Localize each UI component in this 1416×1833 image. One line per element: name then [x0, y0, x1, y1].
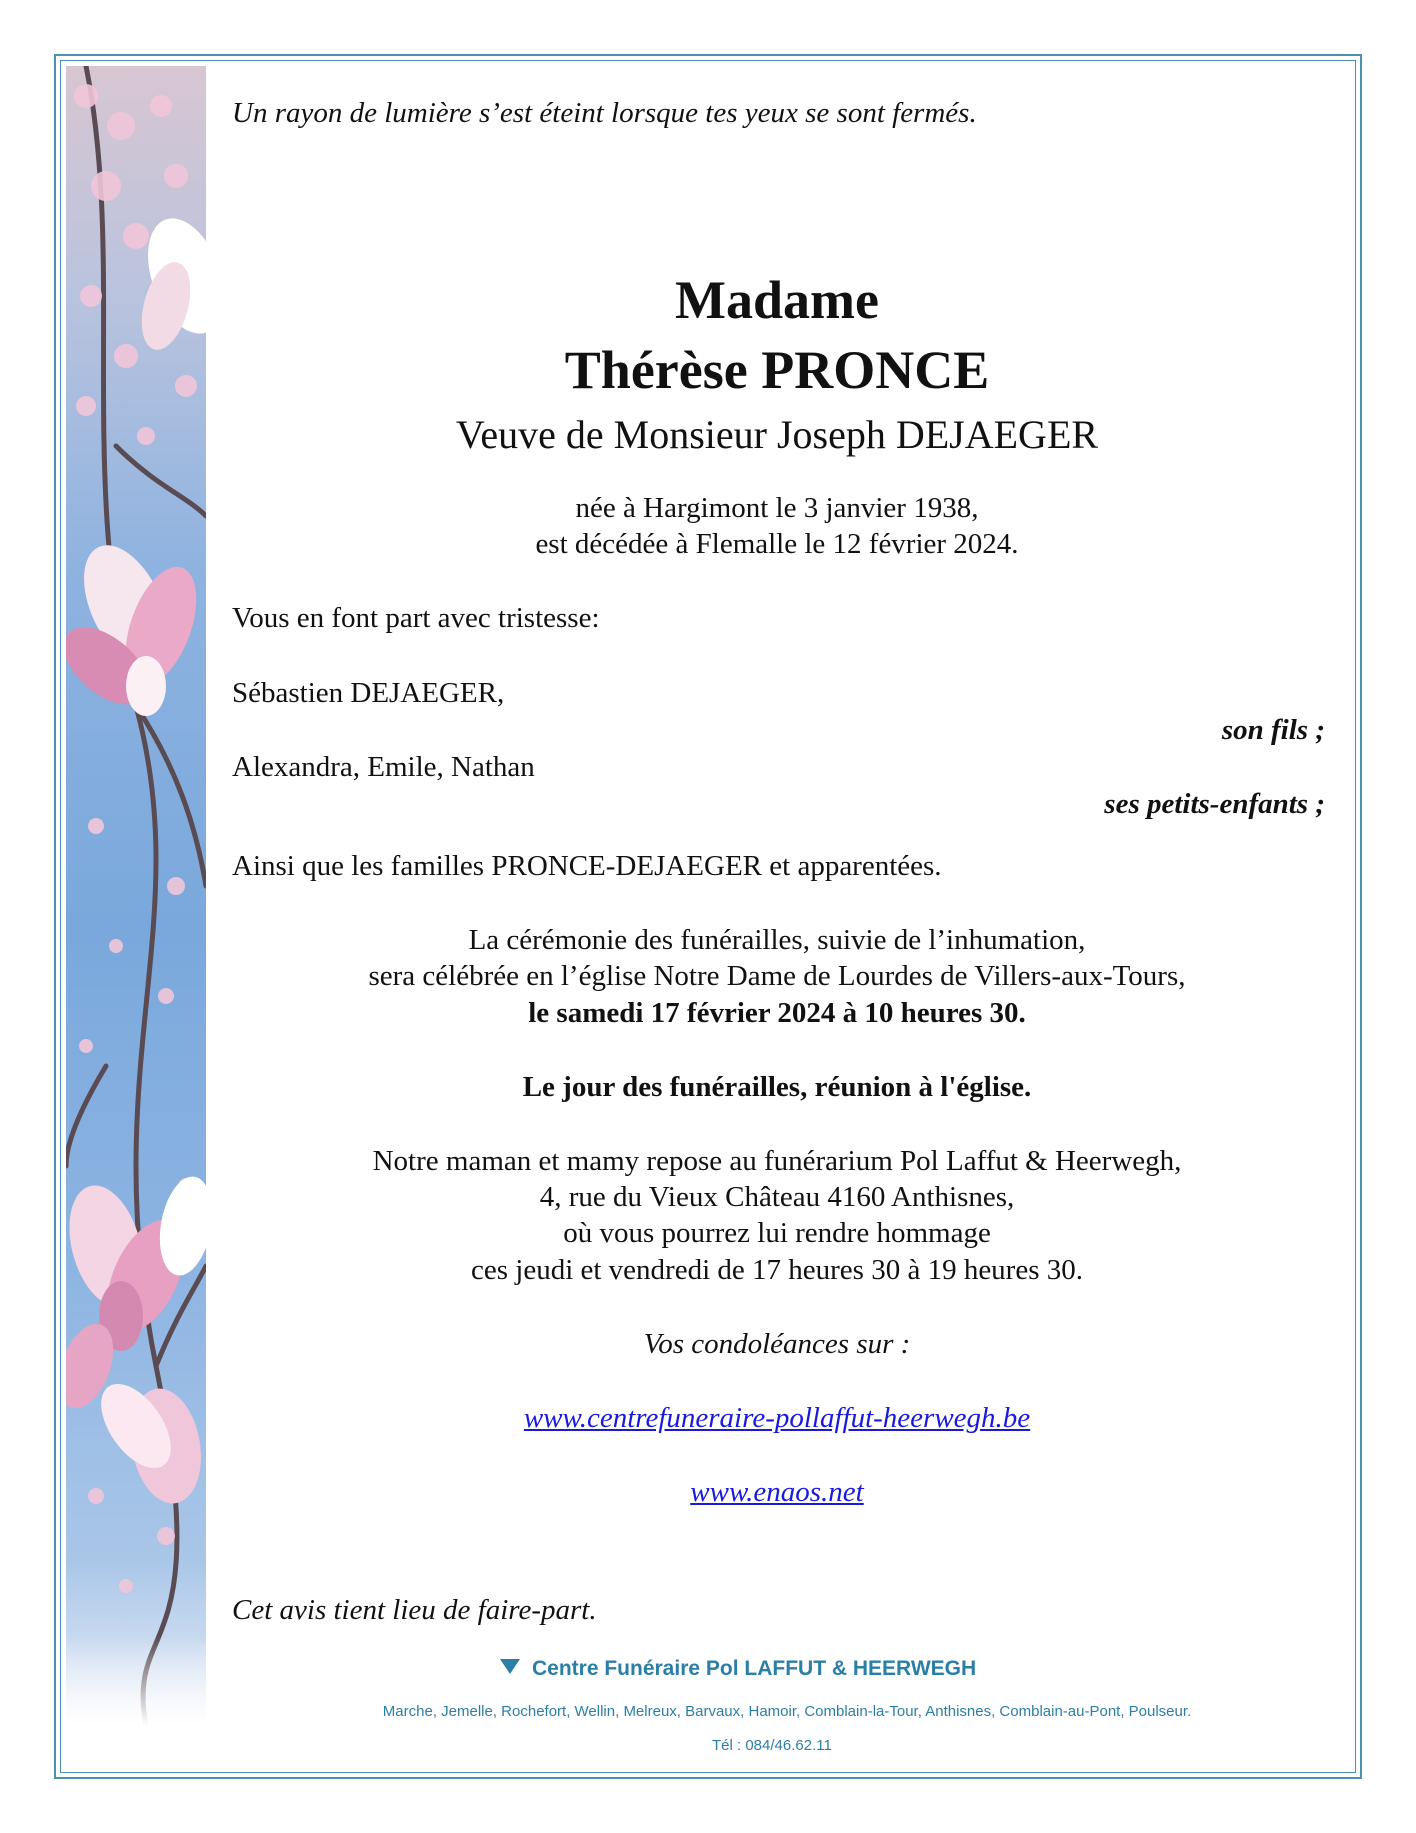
condolences-link-funeral-center[interactable]: www.centrefuneraire-pollaffut-heerwegh.be	[523, 1402, 1031, 1434]
spouse-line: Veuve de Monsieur Joseph DEJAEGER	[455, 412, 1099, 457]
triangle-down-icon	[500, 1659, 520, 1674]
footer-places: Marche, Jemelle, Rochefort, Wellin, Melreux, Barvaux, Hamoir, Comblain-la-Tour, Anthisnes, Comblain-au-Pont, Poulseur.	[382, 1703, 1192, 1720]
magnolia-flower-middle	[66, 532, 206, 719]
condolences-link-2-wrap	[212, 1474, 1342, 1510]
other-families: Ainsi que les familles PRONCE-DEJAEGER et apparentées.	[232, 850, 942, 882]
visitation-line-3: où vous pourrez lui rendre hommage	[563, 1217, 991, 1249]
birth-line: née à Hargimont le 3 janvier 1938,	[575, 492, 979, 524]
death-line: est décédée à Flemalle le 12 février 2024.	[535, 528, 1019, 560]
announcement-intro: Vous en font part avec tristesse:	[232, 602, 600, 634]
ceremony-date: le samedi 17 février 2024 à 10 heures 30.	[528, 997, 1026, 1029]
magnolia-flower-bottom	[66, 1316, 206, 1509]
floral-strip-fade	[66, 1636, 206, 1726]
visitation-line-2: 4, rue du Vieux Château 4160 Anthisnes,	[539, 1181, 1015, 1213]
deceased-name: Thérèse PRONCE	[564, 340, 990, 400]
condolences-link-enaos[interactable]: www.enaos.net	[690, 1476, 864, 1508]
ceremony-line-2: sera célébrée en l’église Notre Dame de Lourdes de Villers-aux-Tours,	[368, 960, 1186, 992]
deceased-title: Madame	[675, 270, 879, 330]
condolences-link-1-wrap	[212, 1400, 1342, 1436]
visitation-line-1: Notre maman et mamy repose au funérarium Pol Laffut & Heerwegh,	[372, 1145, 1182, 1177]
family-relation-grandchildren: ses petits-enfants ;	[1104, 788, 1325, 820]
visitation-line-4: ces jeudi et vendredi de 17 heures 30 à 19 heures 30.	[470, 1254, 1084, 1286]
family-relation-son: son fils ;	[1221, 714, 1325, 746]
floral-strip-image	[66, 66, 206, 1726]
condolences-label: Vos condoléances sur :	[643, 1328, 911, 1360]
family-member-son: Sébastien DEJAEGER,	[232, 677, 505, 709]
footer-phone: Tél : 084/46.62.11	[712, 1737, 832, 1754]
opening-quote: Un rayon de lumière s’est éteint lorsque tes yeux se sont fermés.	[232, 97, 977, 129]
magnolia-branch-illustration	[66, 66, 206, 1726]
meeting-info: Le jour des funérailles, réunion à l'église.	[522, 1071, 1032, 1103]
ceremony-line-1: La cérémonie des funérailles, suivie de l’inhumation,	[468, 924, 1086, 956]
footer-brand	[500, 1657, 976, 1681]
closing-note: Cet avis tient lieu de faire-part.	[232, 1594, 597, 1626]
family-member-grandchildren: Alexandra, Emile, Nathan	[232, 751, 535, 783]
footer-brand-name: Centre Funéraire Pol LAFFUT & HEERWEGH	[532, 1657, 977, 1680]
